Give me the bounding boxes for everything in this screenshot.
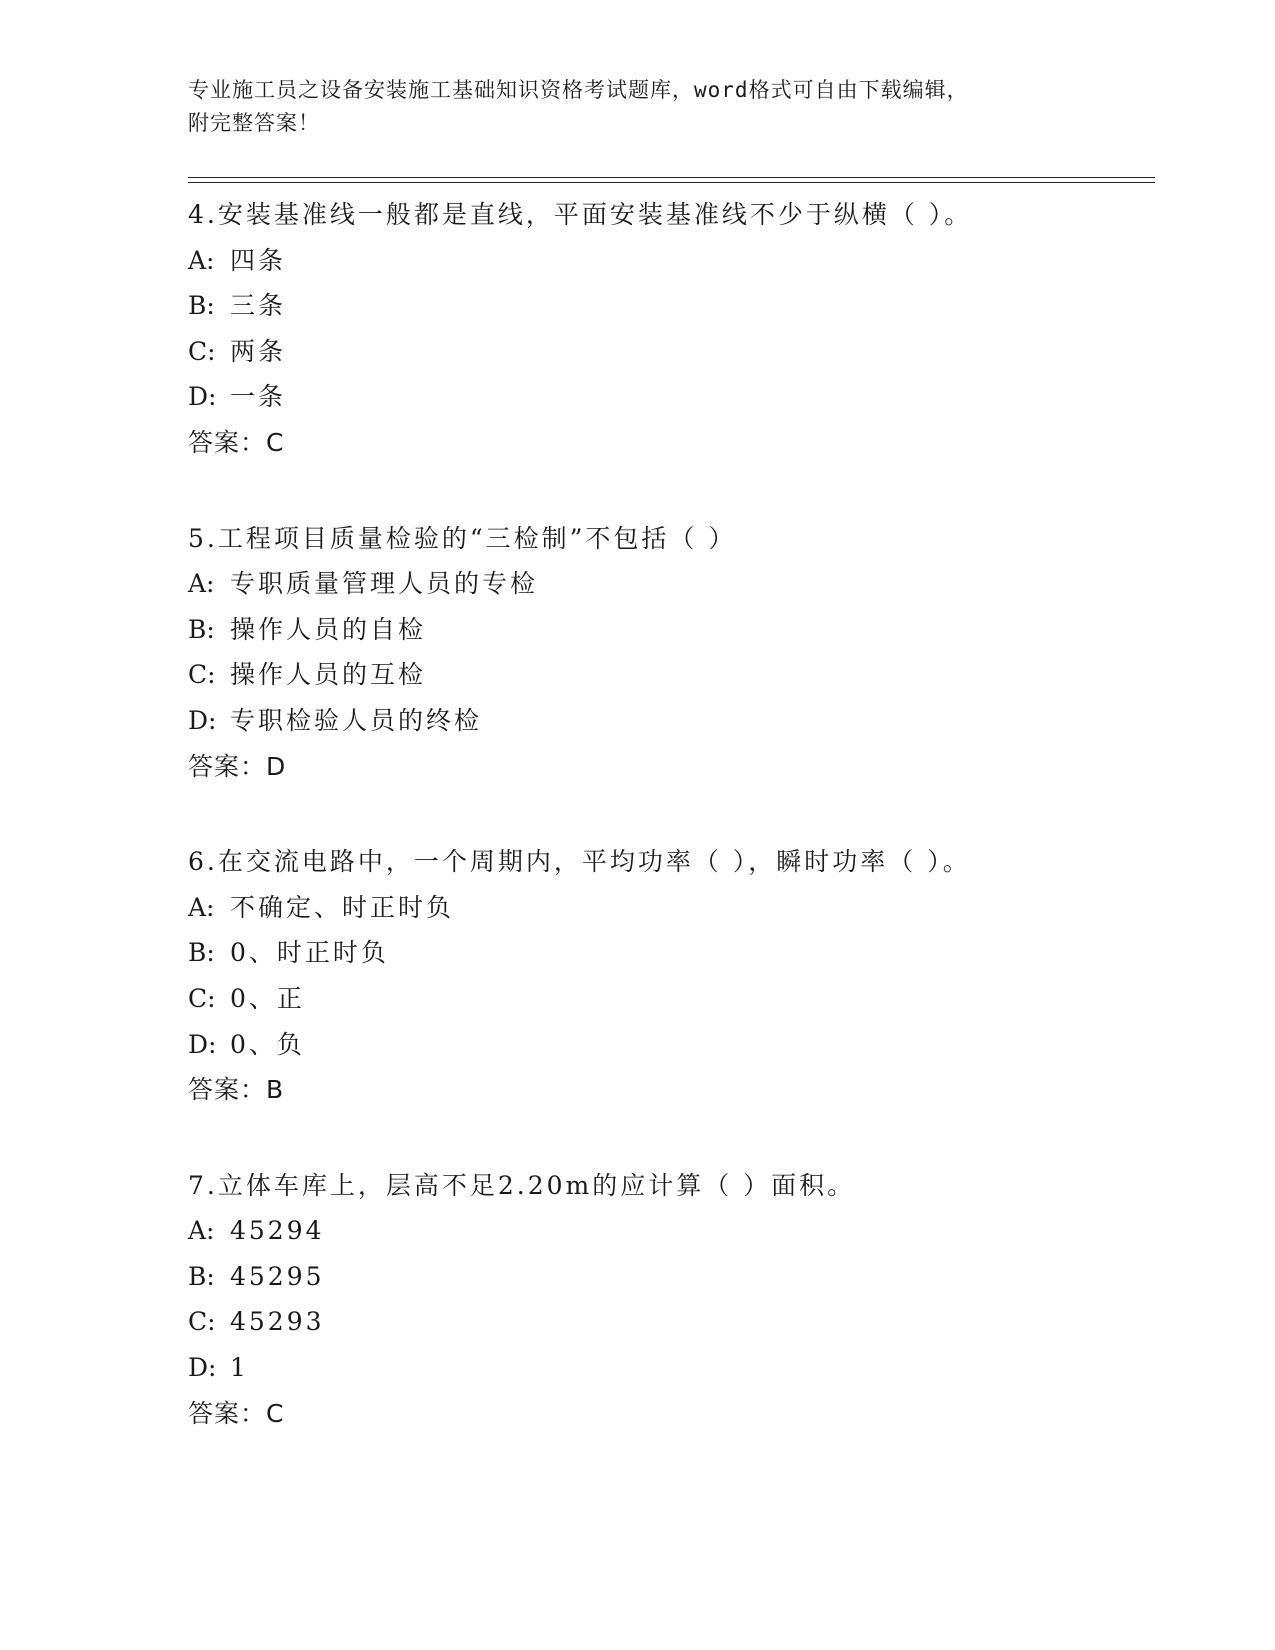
answer-line: 答案：B	[188, 1075, 285, 1105]
option-key: B:	[188, 291, 215, 321]
option-text: 三条	[230, 291, 287, 321]
option-b	[188, 607, 1148, 653]
header-line-1: 专业施工员之设备安装施工基础知识资格考试题库，word格式可自由下载编辑，	[188, 78, 969, 102]
document-header	[188, 74, 1088, 140]
question-title: 6.在交流电路中，一个周期内，平均功率（ ），瞬时功率（ ）。	[188, 847, 971, 877]
option-b	[188, 1254, 1148, 1300]
header-line-2: 附完整答案！	[188, 111, 320, 135]
option-c	[188, 652, 1148, 698]
option-d	[188, 1345, 1148, 1391]
option-key: C:	[188, 336, 216, 366]
option-key: A:	[188, 892, 215, 922]
option-c	[188, 1299, 1148, 1345]
option-key: D:	[188, 1353, 217, 1383]
option-d	[188, 698, 1148, 744]
question-item	[188, 1163, 1148, 1437]
option-a	[188, 238, 1148, 284]
option-a	[188, 1208, 1148, 1254]
option-text: 操作人员的自检	[230, 614, 427, 644]
answer-line: 答案：C	[188, 427, 285, 457]
header-divider-top	[188, 177, 1155, 178]
answer-line: 答案：D	[188, 751, 287, 781]
question-list	[188, 192, 1148, 1486]
option-text: 45295	[230, 1261, 325, 1291]
option-text: 1	[230, 1353, 249, 1383]
option-text: 45294	[230, 1216, 325, 1246]
header-divider-bottom	[188, 182, 1155, 183]
question-title: 7.立体车库上，层高不足2.20m的应计算（ ）面积。	[188, 1170, 856, 1200]
question-item	[188, 516, 1148, 790]
question-title: 5.工程项目质量检验的“三检制”不包括（ ）	[188, 523, 737, 553]
option-b	[188, 283, 1148, 329]
option-key: A:	[188, 569, 215, 599]
option-text: 两条	[230, 336, 287, 366]
option-key: B:	[188, 614, 215, 644]
option-key: C:	[188, 983, 216, 1013]
option-key: A:	[188, 1216, 215, 1246]
answer-line: 答案：C	[188, 1398, 285, 1428]
option-text: 专职质量管理人员的专检	[230, 569, 539, 599]
option-text: 不确定、时正时负	[230, 892, 455, 922]
option-key: B:	[188, 938, 215, 968]
option-key: C:	[188, 1307, 216, 1337]
option-text: 四条	[230, 245, 287, 275]
option-a	[188, 885, 1148, 931]
option-text: 0、时正时负	[230, 938, 389, 968]
option-d	[188, 374, 1148, 420]
option-text: 45293	[230, 1307, 325, 1337]
option-b	[188, 930, 1148, 976]
option-key: C:	[188, 660, 216, 690]
option-a	[188, 561, 1148, 607]
option-key: B:	[188, 1261, 215, 1291]
option-text: 专职检验人员的终检	[230, 705, 483, 735]
option-c	[188, 976, 1148, 1022]
option-d	[188, 1022, 1148, 1068]
question-item	[188, 192, 1148, 466]
option-key: D:	[188, 1029, 217, 1059]
option-text: 0、正	[230, 983, 305, 1013]
option-text: 一条	[230, 382, 287, 412]
option-key: D:	[188, 382, 217, 412]
option-key: D:	[188, 705, 217, 735]
question-title: 4.安装基准线一般都是直线，平面安装基准线不少于纵横（ ）。	[188, 200, 973, 229]
question-item	[188, 839, 1148, 1113]
option-text: 操作人员的互检	[230, 660, 427, 690]
option-text: 0、负	[230, 1029, 305, 1059]
option-c	[188, 329, 1148, 375]
option-key: A:	[188, 245, 215, 275]
